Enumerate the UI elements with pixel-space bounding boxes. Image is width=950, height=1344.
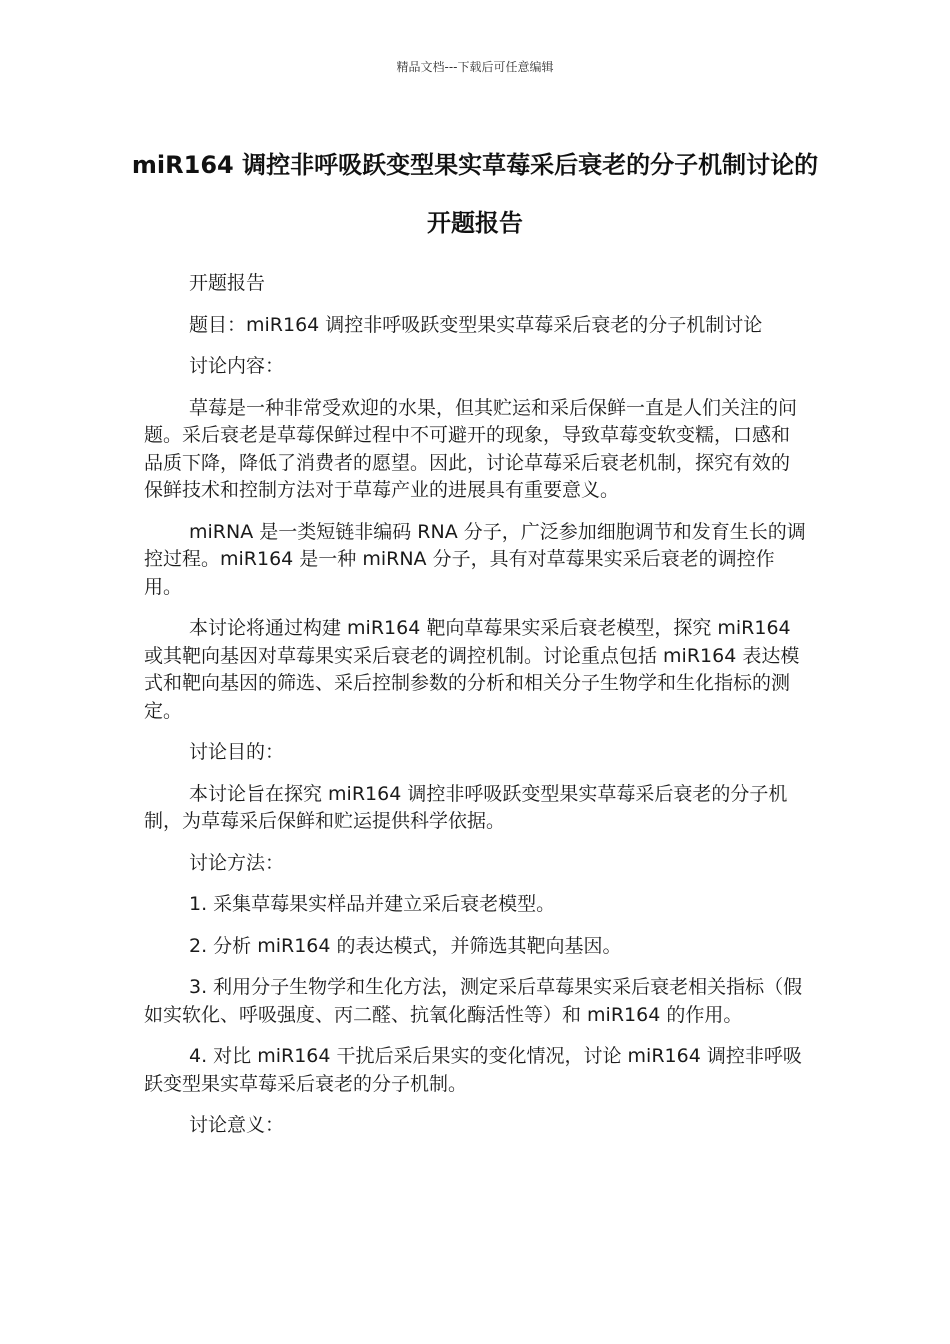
paragraph-topic: 题目：miR164 调控非呼吸跃变型果实草莓采后衰老的分子机制讨论	[189, 313, 763, 336]
method-item-3: 3. 利用分子生物学和生化方法，测定采后草莓果实采后衰老相关指标（假如实软化、呼吸强度、丙二醛、抗氧化酶活性等）和 miR164 的作用。	[144, 976, 803, 1026]
method-item-1: 1. 采集草莓果实样品并建立采后衰老模型。	[189, 893, 556, 915]
header-note: 精品文档---下载后可任意编辑	[396, 60, 554, 74]
paragraph-mirna: miRNA 是一类短链非编码 RNA 分子，广泛参加细胞调节和发育生长的调控过程。miR164 是一种 miRNA 分子，具有对草莓果实采后衰老的调控作用。	[144, 520, 806, 598]
method-item-2: 2. 分析 miR164 的表达模式，并筛选其靶向基因。	[189, 934, 622, 957]
paragraph-study-plan: 本讨论将通过构建 miR164 靶向草莓果实采后衰老模型，探究 miR164 或其靶向基因对草莓果实采后衰老的调控机制。讨论重点包括 miR164 表达模式和靶向基因的筛选、采后控制参数的分析和相关分子生物学和生化指标的测定。	[144, 617, 800, 722]
paragraph-heading-purpose: 讨论目的：	[189, 741, 285, 763]
paragraph-heading-content: 讨论内容：	[189, 355, 285, 377]
paragraph-purpose: 本讨论旨在探究 miR164 调控非呼吸跃变型果实草莓采后衰老的分子机制，为草莓采后保鲜和贮运提供科学依据。	[144, 782, 788, 832]
paragraph-heading-significance: 讨论意义：	[189, 1114, 285, 1136]
document-body	[144, 270, 808, 1154]
paragraph-heading-report: 开题报告	[189, 272, 266, 294]
page-title: miR164 调控非呼吸跃变型果实草莓采后衰老的分子机制讨论的开题报告	[131, 151, 819, 237]
paragraph-background: 草莓是一种非常受欢迎的水果，但其贮运和采后保鲜一直是人们关注的问题。采后衰老是草莓保鲜过程中不可避开的现象，导致草莓变软变糯，口感和品质下降，降低了消费者的愿望。因此，讨论草莓采后衰老机制，探究有效的保鲜技术和控制方法对于草莓产业的进展具有重要意义。	[144, 396, 798, 501]
method-item-4: 4. 对比 miR164 干扰后采后果实的变化情况，讨论 miR164 调控非呼吸跃变型果实草莓采后衰老的分子机制。	[144, 1045, 802, 1095]
paragraph-heading-methods: 讨论方法：	[189, 851, 285, 874]
